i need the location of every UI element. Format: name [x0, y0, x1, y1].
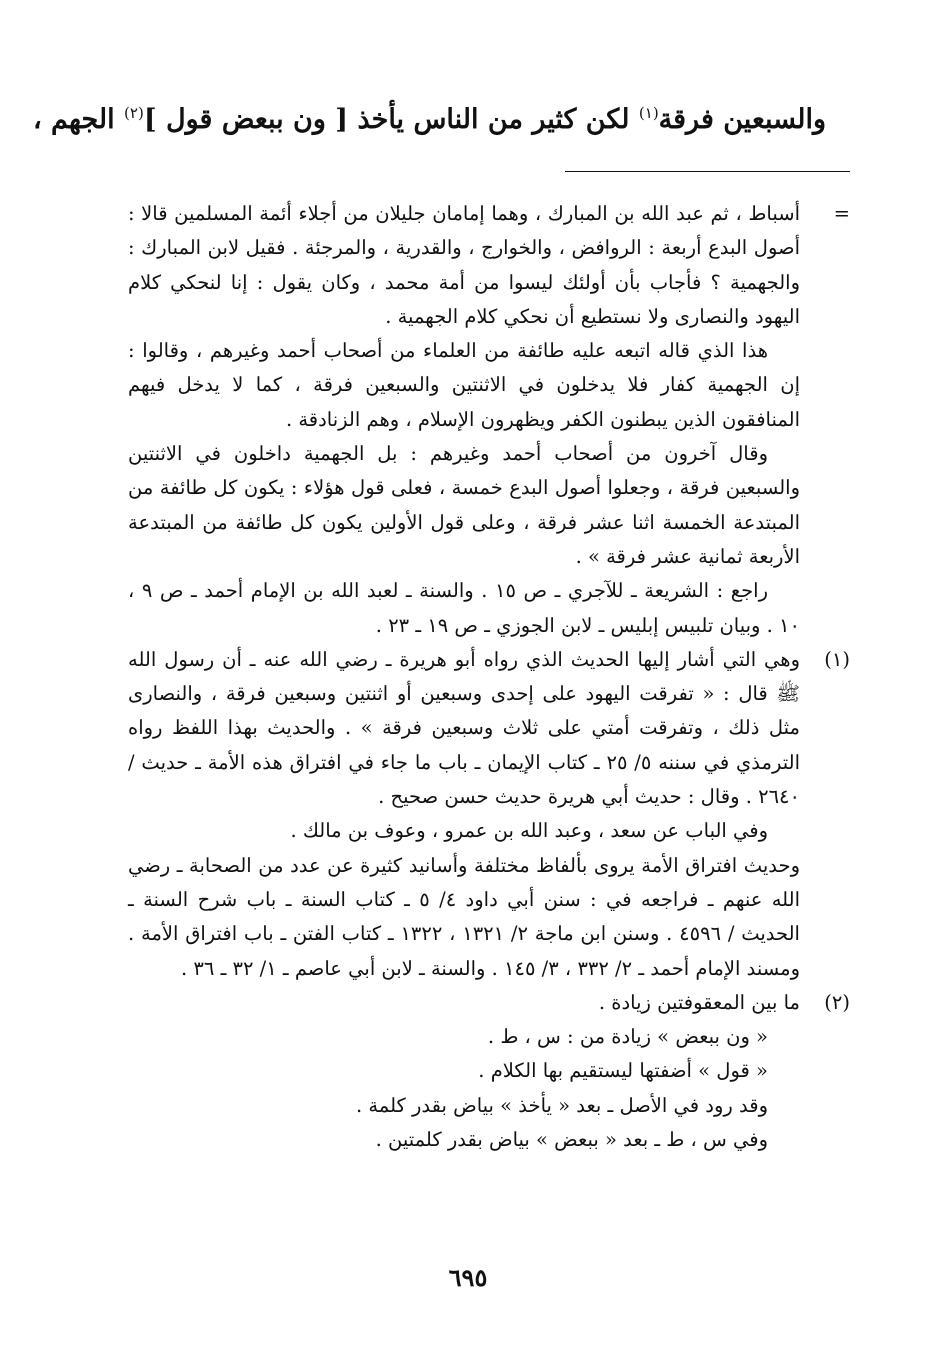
footnote-2-line-1: « ون ببعض » زيادة من : س ، ط .: [487, 1025, 768, 1049]
page-number: ٦٩٥: [448, 1263, 488, 1292]
footnote-1: [128, 643, 850, 986]
footnote-1-paragraph-1: وهي التي أشار إليها الحديث الذي رواه أبو هريرة ـ رضي الله عنه ـ أن رسول الله ﷺ قال : « تفرقت اليهود على إحدى وسبعين أو اثنتين وسبعين فرقة ، والنصارى مثل ذلك ، وتفرقت أمتي على ثلاث وسبعين فرقة » . والحديث بهذا اللفظ رواه الترمذي في سننه ٥/ ٢٥ ـ كتاب الإيمان ـ باب ما جاء في افتراق هذه الأمة ـ حديث / ٢٦٤٠ . وقال : حديث أبي هريرة حديث حسن صحيح .: [128, 647, 800, 809]
footnote-2: [128, 986, 850, 1157]
footnote-ref-2[interactable]: (٢): [124, 104, 144, 122]
main-text-part-3: الجهم ،: [32, 104, 125, 135]
footnote-continuation: [128, 197, 850, 643]
footnote-1-paragraph-2: وفي الباب عن سعد ، وعبد الله بن عمرو ، وعوف بن مالك .: [290, 819, 768, 843]
continuation-paragraph-1: أسباط ، ثم عبد الله بن المبارك ، وهما إمامان جليلان من أجلاء أئمة المسلمين قالا : أصول البدع أربعة : الروافض ، والخوارج ، والقدرية ، والمرجئة . فقيل لابن المبارك : والجهمية ؟ فأجاب بأن أولئك ليسوا من أمة محمد ، وكان يقول : إنا لنحكي كلام اليهود والنصارى ولا نستطيع أن نحكي كلام الجهمية .: [128, 202, 800, 328]
footnotes-section: [128, 197, 850, 1157]
main-text-part-2: لكن كثير من الناس يأخذ [ ون ببعض قول ]: [143, 104, 639, 135]
footnote-2-title: ما بين المعقوفتين زيادة .: [598, 990, 800, 1014]
continuation-paragraph-3: وقال آخرون من أصحاب أحمد وغيرهم : بل الجهمية داخلون في الاثنتين والسبعين فرقة ، وجعلوا أصول البدع خمسة ، فعلى قول هؤلاء : يكون كل طائفة من المبتدعة الخمسة اثنا عشر فرقة ، وعلى قول الأولين يكون كل طائفة من المبتدعة الأربعة ثمانية عشر فرقة » .: [128, 442, 800, 568]
footnote-divider: [565, 171, 850, 172]
footnote-ref-1[interactable]: (١): [638, 104, 659, 122]
continuation-marker: =: [833, 202, 850, 225]
footnote-1-paragraph-3: وحديث افتراق الأمة يروى بألفاظ مختلفة وأسانيد كثيرة عن عدد من الصحابة ـ رضي الله عنهم ـ فراجعه في : سنن أبي داود ٤/ ٥ ـ كتاب السنة ـ باب شرح السنة ـ الحديث / ٤٥٩٦ . وسنن ابن ماجة ٢/ ١٣٢١ ، ١٣٢٢ ـ كتاب الفتن ـ باب افتراق الأمة . ومسند الإمام أحمد ـ ٢/ ٣٣٢ ، ٣/ ١٤٥ . والسنة ـ لابن أبي عاصم ـ ١/ ٣٢ ـ ٣٦ .: [128, 853, 800, 980]
footnote-2-line-2: « قول » أضفتها ليستقيم بها الكلام .: [478, 1059, 768, 1083]
continuation-paragraph-2: هذا الذي قاله اتبعه عليه طائفة من العلماء من أصحاب أحمد وغيرهم ، وقالوا : إن الجهمية كفار فلا يدخلون في الاثنتين والسبعين فرقة ، كما لا يدخل فيهم المنافقون الذين يبطنون الكفر ويظهرون الإسلام ، وهم الزنادقة .: [128, 339, 800, 431]
footnote-2-line-4: وفي س ، ط ـ بعد « ببعض » بياض بقدر كلمتين .: [375, 1128, 768, 1152]
continuation-paragraph-4: راجع : الشريعة ـ للآجري ـ ص ١٥ . والسنة ـ لعبد الله بن الإمام أحمد ـ ص ٩ ، ١٠ . وبيان تلبيس إبليس ـ لابن الجوزي ـ ص ١٩ ـ ٢٣ .: [128, 579, 800, 637]
footnote-2-marker: (٢): [824, 990, 850, 1014]
main-text-line: [32, 104, 826, 135]
footnote-1-marker: (١): [824, 647, 850, 671]
main-text-part-1: والسبعين فرقة: [658, 104, 826, 135]
footnote-2-line-3: وقد رود في الأصل ـ بعد « يأخذ » بياض بقدر كلمة .: [355, 1093, 768, 1117]
